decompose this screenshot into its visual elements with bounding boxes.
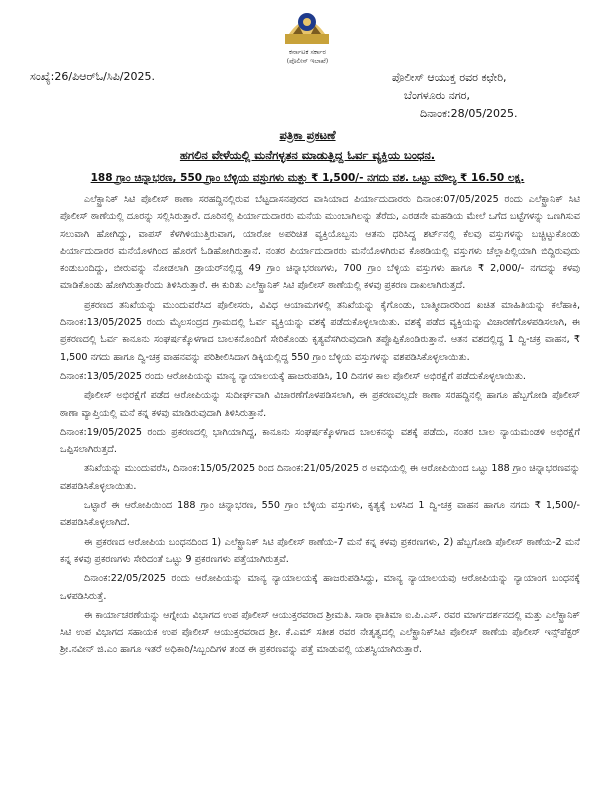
document-date: ದಿನಾಂಕ:28/05/2025. (420, 107, 518, 120)
paragraph-judicial-custody: ದಿನಾಂಕ:22/05/2025 ರಂದು ಆರೋಪಿಯನ್ನು ಮಾನ್ಯ ನ್ಯಾಯಾಲಯಕ್ಕೆ ಹಾಜರುಪಡಿಸಿದ್ದು, ಮಾನ್ಯ ನ್ಯಾಯಾಲಯವು ಆರೋಪಿಯನ್ನು ನ್ಯಾಯಾಂಗ ಬಂಧನಕ್ಕೆ ಒಳಪಡಿಸಿರುತ್ತೆ. (60, 573, 580, 602)
subheadline: 188 ಗ್ರಾಂ ಚಿನ್ನಾಭರಣ, 550 ಗ್ರಾಂ ಬೆಳ್ಳಿಯ ವಸ್ತುಗಳು ಮತ್ತು ₹ 1,500/- ನಗದು ವಶ. ಒಟ್ಟು ಮೌಲ್ಯ ₹ 16.50 ಲಕ್ಷ. (90, 172, 525, 184)
body (60, 191, 580, 659)
paragraph-total-recovery: ಒಟ್ಟಾರೆ ಈ ಆರೋಪಿಯಿಂದ 188 ಗ್ರಾಂ ಚಿನ್ನಾಭರಣ, 550 ಗ್ರಾಂ ಬೆಳ್ಳಿಯ ವಸ್ತುಗಳು, ಕೃತ್ಯಕ್ಕೆ ಬಳಸಿದ 1 ದ್ವಿ-ಚಕ್ರ ವಾಹನ ಹಾಗೂ ನಗದು ₹ 1,500/- ವಶಪಡಿಸಿಕೊಳ್ಳಲಾಗಿದೆ. (60, 500, 580, 529)
paragraph-custody: ದಿನಾಂಕ:13/05/2025 ರಂದು ಆರೋಪಿಯನ್ನು ಮಾನ್ಯ ನ್ಯಾಯಾಲಯಕ್ಕೆ ಹಾಜರುಪಡಿಸಿ, 10 ದಿನಗಳ ಕಾಲ ಪೊಲೀಸ್ ಅಭಿರಕ್ಷೆಗೆ ಪಡೆದುಕೊಳ್ಳಲಾಯಿತು. (60, 370, 526, 382)
office-city: ಬೆಂಗಳೂರು ನಗರ, (404, 89, 470, 102)
headline: ಹಗಲಿನ ವೇಳೆಯಲ್ಲಿ ಮನೆಗಳ್ಳತನ ಮಾಡುತ್ತಿದ್ದ ಓರ್ವ ವ್ಯಕ್ತಿಯ ಬಂಧನ. (179, 148, 436, 162)
paragraph-interrogation: ಪೊಲೀಸ್ ಅಭಿರಕ್ಷೆಗೆ ಪಡೆದ ಆರೋಪಿಯನ್ನು ಸುದೀರ್ಘವಾಗಿ ವಿಚಾರಣೆಗೊಳಪಡಿಸಲಾಗಿ, ಈ ಪ್ರಕರಣವಲ್ಲದೇ ಠಾಣಾ ಸರಹದ್ದಿನಲ್ಲಿ ಹಾಗೂ ಹೆಬ್ಬಗೋಡಿ ಪೊಲೀಸ್ ಠಾಣಾ ವ್ಯಾಪ್ತಿಯಲ್ಲಿ ಮನೆ ಕನ್ನ ಕಳವು ಮಾಡಿರುವುದಾಗಿ ತಿಳಿಸಿರುತ್ತಾನೆ. (60, 390, 580, 419)
press-release-title: ಪತ್ರಿಕಾ ಪ್ರಕಟಣೆ (279, 128, 336, 142)
paragraph-investigation: ಪ್ರಕರಣದ ತನಿಖೆಯನ್ನು ಮುಂದುವರೆಸಿದ ಪೊಲೀಸರು, ವಿವಿಧ ಆಯಾಮಗಳಲ್ಲಿ ತನಿಖೆಯನ್ನು ಕೈಗೊಂಡು, ಬಾತ್ಮೀದಾರರಿಂದ ಖಚಿತ ಮಾಹಿತಿಯನ್ನು ಕಲೆಹಾಕಿ, ದಿನಾಂಕ:13/05/2025 ರಂದು ಮೈಲಸಂದ್ರದ ಗ್ರಾಮದಲ್ಲಿ ಓರ್ವ ವ್ಯಕ್ತಿಯನ್ನು ವಶಕ್ಕೆ ಪಡೆದುಕೊಳ್ಳಲಾಯಿತು. ವಶಕ್ಕೆ ಪಡೆದ ವ್ಯಕ್ತಿಯನ್ನು ವಿಚಾರಣೆಗೊಳಪಡಿಸಲಾಗಿ, ಈ ಪ್ರಕರಣದಲ್ಲಿ ಓರ್ವ ಕಾನೂನು ಸಂಘರ್ಷಕ್ಕೊಳಗಾದ ಬಾಲಕನೊಂದಿಗೆ ಸೇರಿಕೊಂಡು ಕೃತ್ಯವೆಸಗಿರುವುದಾಗಿ ತಪ್ಪೊಪ್ಪಿಕೊಂಡಿರುತ್ತಾನೆ. ಆತನ ವಶದಲ್ಲಿದ್ದ 1 ದ್ವಿ-ಚಕ್ರ ವಾಹನ, ₹ 1,500 ನಗದು ಹಾಗೂ ದ್ವಿ-ಚಕ್ರ ವಾಹನವನ್ನು ಪರಿಶೀಲಿಸಿದಾಗ ಡಿಕ್ಕಿಯಲ್ಲಿದ್ದ 550 ಗ್ರಾಂ ಬೆಳ್ಳಿಯ ವಸ್ತುಗಳನ್ನು ವಶಪಡಿಸಿಕೊಳ್ಳಲಾಯಿತು. (60, 299, 580, 363)
paragraph-cases-solved: ಈ ಪ್ರಕರಣದ ಆರೋಪಿಯ ಬಂಧನದಿಂದ 1) ಎಲೆಕ್ಟ್ರಾನಿಕ್ ಸಿಟಿ ಪೊಲೀಸ್ ಠಾಣೆಯ-7 ಮನೆ ಕನ್ನ ಕಳವು ಪ್ರಕರಣಗಳು, 2) ಹೆಬ್ಬಗೋಡಿ ಪೊಲೀಸ್ ಠಾಣೆಯ-2 ಮನೆ ಕನ್ನ ಕಳವು ಪ್ರಕರಣಗಳು ಸೇರಿದಂತೆ ಒಟ್ಟು 9 ಪ್ರಕರಣಗಳು ಪತ್ತೆಯಾಗಿರುತ್ತವೆ. (60, 536, 580, 565)
karnataka-police-emblem-icon (275, 4, 339, 48)
emblem-caption-department: (ಪೊಲೀಸ್ ಇಲಾಖೆ) (286, 57, 329, 65)
emblem-caption-state: ಕರ್ನಾಟಕ ಸರ್ಕಾರ (289, 48, 326, 56)
paragraph-juvenile: ದಿನಾಂಕ:19/05/2025 ರಂದು ಪ್ರಕರಣದಲ್ಲಿ ಭಾಗಿಯಾಗಿದ್ದ, ಕಾನೂನು ಸಂಘರ್ಷಕ್ಕೊಳಗಾದ ಬಾಲಕನನ್ನು ವಶಕ್ಕೆ ಪಡೆದು, ನಂತರ ಬಾಲ ನ್ಯಾಯಮಂಡಳಿ ಅಭಿರಕ್ಷೆಗೆ ಒಪ್ಪಿಸಲಾಗಿರುತ್ತದೆ. (60, 426, 580, 456)
paragraph-recovery-gold: ತನಿಖೆಯನ್ನು ಮುಂದುವರೆಸಿ, ದಿನಾಂಕ:15/05/2025 ರಿಂದ ದಿನಾಂಕ:21/05/2025 ರ ಅವಧಿಯಲ್ಲಿ ಈ ಆರೋಪಿಯಿಂದ ಒಟ್ಟು 188 ಗ್ರಾಂ ಚಿನ್ನಾಭರಣವನ್ನು ವಶಪಡಿಸಿಕೊಳ್ಳಲಾಯಿತು. (60, 463, 580, 492)
paragraph-complaint: ಎಲೆಕ್ಟ್ರಾನಿಕ್ ಸಿಟಿ ಪೊಲೀಸ್ ಠಾಣಾ ಸರಹದ್ದಿನಲ್ಲಿರುವ ಬೆಟ್ಟದಾಸನಪುರದ ವಾಸಿಯಾದ ಪಿರ್ಯಾದುದಾರರು ದಿನಾಂಕ:07/05/2025 ರಂದು ಎಲೆಕ್ಟ್ರಾನಿಕ್ ಸಿಟಿ ಪೊಲೀಸ್ ಠಾಣೆಯಲ್ಲಿ ದೂರನ್ನು ಸಲ್ಲಿಸಿರುತ್ತಾರೆ. ದೂರಿನಲ್ಲಿ ಪಿರ್ಯಾದುದಾರರು ಮನೆಯ ಮುಂಬಾಗಿಲನ್ನು ತೆರೆದು, ಎರಡನೇ ಮಹಡಿಯ ಮೇಲೆ ಒಗೆದ ಬಟ್ಟೆಗಳನ್ನು ಒಣಗಿಸುವ ಸಲುವಾಗಿ ಹೋಗಿದ್ದು, ವಾಪಸ್ ಕೆಳಗಿಳಿಯುತ್ತಿರುವಾಗ, ಯಾರೋ ಅಪರಿಚಿತ ವ್ಯಕ್ತಿಯೊಬ್ಬನು ಆತನು ಧರಿಸಿದ್ದ ಶರ್ಟ್‌ನಲ್ಲಿ ಕೆಲವು ವಸ್ತುಗಳನ್ನು ಬಚ್ಚಿಟ್ಟುಕೊಂಡು ಪಿರ್ಯಾದುದಾರರ ಮನೆಯೊಳಗಿಂದ ಹೊರಗೆ ಓಡಿಹೋಗಿರುತ್ತಾನೆ. ನಂತರ ಪಿರ್ಯಾದುದಾರರು ಮನೆಯೊಳಗಿರುವ ಕೊಠಡಿಯಲ್ಲಿ ವಸ್ತುಗಳು ಚೆಲ್ಲಾಪಿಲ್ಲಿಯಾಗಿ ಬಿದ್ದಿರುವುದು ಕಂಡುಬಂದಿದ್ದು, ಬೀರುವನ್ನು ನೋಡಲಾಗಿ ಡ್ರಾಯರ್‌ನಲ್ಲಿದ್ದ 49 ಗ್ರಾಂ ಚಿನ್ನಾಭರಣಗಳು, 700 ಗ್ರಾಂ ಬೆಳ್ಳಿಯ ವಸ್ತುಗಳು ಹಾಗೂ ₹ 2,000/- ನಗದನ್ನು ಕಳವು ಮಾಡಿಕೊಂಡು ಹೋಗಿರುತ್ತಾರೆಂದು ತಿಳಿಸಿರುತ್ತಾರೆ. ಈ ಕುರಿತು ಎಲೆಕ್ಟ್ರಾನಿಕ್ ಸಿಟಿ ಪೊಲೀಸ್ ಠಾಣೆಯಲ್ಲಿ ಕಳವು ಪ್ರಕರಣ ದಾಖಲಾಗಿರುತ್ತದೆ. (60, 194, 580, 292)
paragraph-credits: ಈ ಕಾರ್ಯಾಚರಣೆಯನ್ನು ಆಗ್ನೇಯ ವಿಭಾಗದ ಉಪ ಪೊಲೀಸ್ ಆಯುಕ್ತರವರಾದ ಶ್ರೀಮತಿ. ಸಾರಾ ಫಾತಿಮಾ ಐ.ಪಿ.ಎಸ್. ರವರ ಮಾರ್ಗದರ್ಶನದಲ್ಲಿ ಮತ್ತು ಎಲೆಕ್ಟ್ರಾನಿಕ್ ಸಿಟಿ ಉಪ ವಿಭಾಗದ ಸಹಾಯಕ ಉಪ ಪೊಲೀಸ್ ಆಯುಕ್ತರವರಾದ ಶ್ರೀ. ಕೆ.ಎಮ್ ಸತೀಶ ರವರ ನೇತೃತ್ವದಲ್ಲಿ ಎಲೆಕ್ಟ್ರಾನಿಕ್‌ಸಿಟಿ ಪೊಲೀಸ್ ಠಾಣೆಯ ಪೊಲೀಸ್ ಇನ್ಸ್‌ಪೆಕ್ಟರ್ ಶ್ರೀ.ನವೀನ್ ಜಿ.ಎಂ ಹಾಗೂ ಇತರೆ ಅಧಿಕಾರಿ/ಸಿಬ್ಬಂದಿಗಳ ತಂಡ ಈ ಪ್ರಕರಣವನ್ನು ಪತ್ತೆ ಮಾಡುವಲ್ಲಿ ಯಶಸ್ವಿಯಾಗಿರುತ್ತಾರೆ. (60, 609, 580, 656)
office-address: ಪೊಲೀಸ್ ಆಯುಕ್ತ ರವರ ಕಛೇರಿ, (392, 71, 507, 84)
reference-number: ಸಂಖ್ಯೆ:26/ಪಿಆರ್‌ಓ/ಸಿಪಿ/2025. (30, 70, 155, 83)
